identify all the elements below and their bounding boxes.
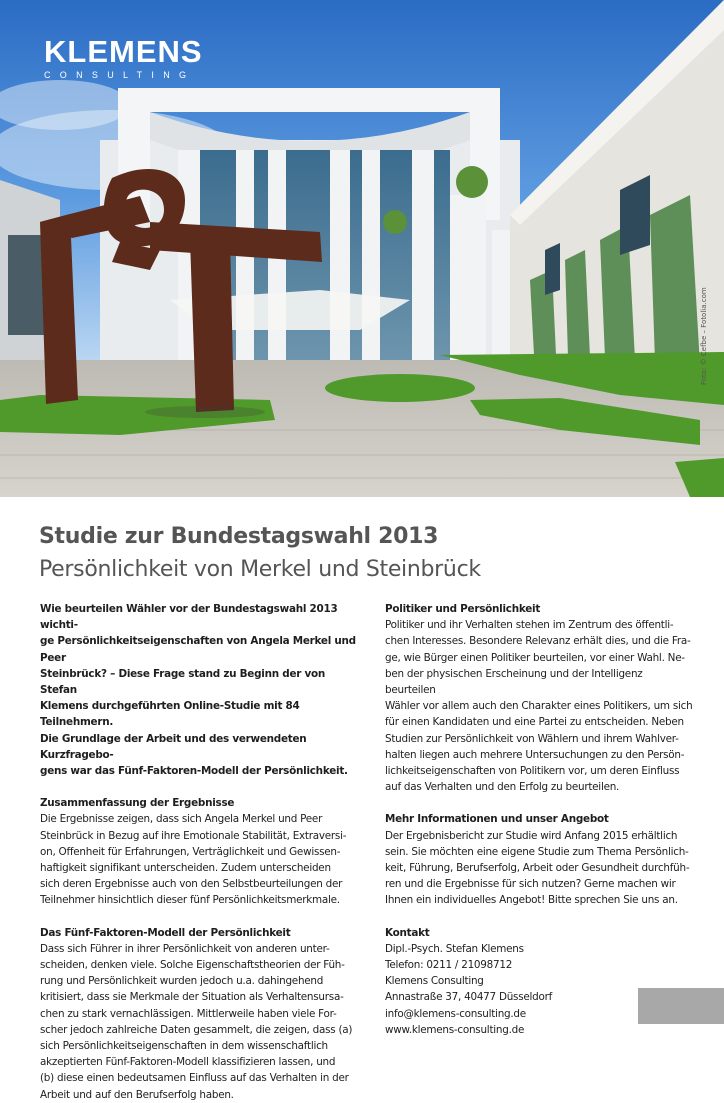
politics-line: Politiker und ihr Verhalten stehen im Zentrum des öffentli- [385,619,674,632]
model-line: sich Persönlichkeitseigenschaften in dem wissenschaftlich [40,1040,328,1053]
offer-line: keit, Führung, Berufserfolg, Arbeit oder Gesundheit durchfüh- [385,862,690,875]
politics-line: chen Interesses. Besondere Relevanz erhält dies, und die Fra- [385,635,691,648]
summary-line: Steinbrück in Bezug auf ihre Emotionale Stabilität, Extraversi- [40,829,347,842]
intro-line: Klemens durchgeführten Online-Studie mit 84 Teilnehmern. [40,700,300,729]
summary-line: Die Ergebnisse zeigen, dass sich Angela Merkel und Peer [40,813,323,826]
offer-paragraph [385,828,693,909]
offer-line: ren und die Ergebnisse für sich nutzen? Gerne machen wir [385,878,676,891]
model-line: Dass sich Führer in ihrer Persönlichkeit von anderen unter- [40,942,330,955]
model-line: (b) diese einen bedeutsamen Einfluss auf das Verhalten in der [40,1072,349,1085]
corner-accent [638,988,724,1024]
intro-line: Steinbrück? – Diese Frage stand zu Beginn der von Stefan [40,667,326,697]
heading-block [39,521,699,587]
logo-wordmark: KLEMENS [44,34,203,69]
politics-line: lichkeitseigenschaften von Politikern vor, um deren Einfluss [385,765,680,778]
politics-line: auf das Verhalten und den Erfolg zu beurteilen. [385,781,620,794]
intro-line: gens war das Fünf-Faktoren-Modell der Persönlichkeit. [40,765,348,778]
model-line: akzeptierten Fünf-Faktoren-Modell klassifizieren lassen, und [40,1056,336,1069]
intro-line: Wie beurteilen Wähler vor der Bundestagswahl 2013 wichti- [40,603,338,632]
summary-line: Teilnehmer hinsichtlich dieser fünf Persönlichkeitsmerkmale. [40,894,340,907]
summary-line: on, Offenheit für Erfahrungen, Verträglichkeit und Gewissen- [40,845,341,858]
offer-line: sein. Sie möchten eine eigene Studie zum Thema Persönlich- [385,845,689,858]
model-line: scheiden, denken viele. Solche Eigenschaftstheorien der Füh- [40,959,345,972]
model-line: chen zu stark vernachlässigen. Mittlerweile haben viele For- [40,1007,337,1020]
offer-line: Ihnen ein individuelles Angebot! Bitte sprechen Sie uns an. [385,894,678,907]
intro-paragraph [40,601,360,779]
left-column [40,601,360,1103]
contact-website: www.klemens-consulting.de [385,1023,525,1036]
model-line: scher jedoch zahlreiche Daten gesammelt, die zeigen, dass (a) [40,1023,353,1036]
logo-tagline: CONSULTING [44,70,196,80]
model-line: kritisiert, dass sie Merkmale der Situation als Verhaltensursa- [40,991,344,1004]
summary-line: haftigkeit signifikant unterscheiden. Zudem unterscheiden [40,862,331,875]
politics-heading: Politiker und Persönlichkeit [385,603,541,615]
model-paragraph [40,941,360,1103]
photo-credit: Foto: © Cefbe – Fotolia.com [700,287,708,385]
contact-name: Dipl.-Psych. Stefan Klemens [385,942,524,955]
intro-line: Die Grundlage der Arbeit und des verwendeten Kurzfragebo- [40,732,307,761]
contact-address: Annastraße 37, 40477 Düsseldorf [385,991,553,1004]
contact-phone: Telefon: 0211 / 21098712 [385,959,513,972]
offer-heading: Mehr Informationen und unser Angebot [385,813,609,826]
politics-line: Wähler vor allem auch den Charakter eines Politikers, um sich [385,700,693,713]
summary-line: sich deren Ergebnisse auch von den Selbstbeurteilungen der [40,878,343,891]
right-column [385,601,693,1038]
page-subtitle: Persönlichkeit von Merkel und Steinbrück [39,557,481,582]
summary-heading: Zusammenfassung der Ergebnisse [40,797,235,810]
contact-heading: Kontakt [385,926,430,939]
politics-line: halten liegen auch mehrere Untersuchungen zu den Persön- [385,748,685,761]
summary-paragraph [40,811,360,908]
intro-line: ge Persönlichkeitseigenschaften von Angela Merkel und Peer [40,635,356,664]
politics-line: ge, wie Bürger einen Politiker beurteilen, vor einer Wahl. Ne- [385,651,685,664]
model-line: Arbeit und auf den Berufserfolg haben. [40,1088,234,1101]
contact-company: Klemens Consulting [385,975,484,988]
page-title: Studie zur Bundestagswahl 2013 [39,524,439,549]
politics-line: ben der physischen Erscheinung und der Intelligenz beurteilen [385,667,643,697]
offer-line: Der Ergebnisbericht zur Studie wird Anfang 2015 erhältlich [385,829,678,842]
contact-email: info@klemens-consulting.de [385,1007,526,1020]
hero-photo [0,0,724,497]
politics-paragraph [385,617,693,795]
politics-line: Studien zur Persönlichkeit von Wählern und ihrem Wahlver- [385,732,679,745]
model-line: rung und Persönlichkeit wurden jedoch u.a. dahingehend [40,975,324,988]
company-logo [44,36,203,80]
politics-line: für einen Kandidaten und eine Partei zu entscheiden. Neben [385,716,684,729]
model-heading: Das Fünf-Faktoren-Modell der Persönlichkeit [40,926,291,939]
